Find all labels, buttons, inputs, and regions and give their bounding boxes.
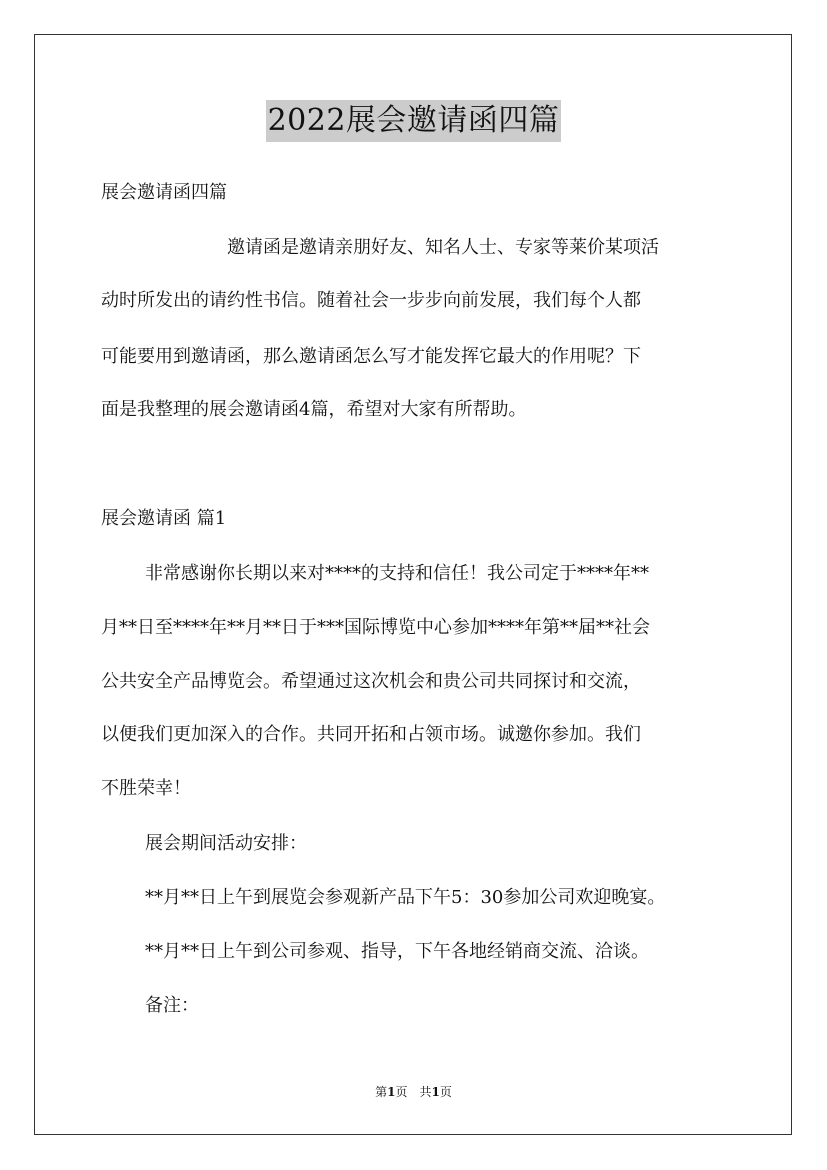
- footer-page-number: 1: [387, 1085, 396, 1099]
- document-title: 2022展会邀请函四篇: [266, 100, 562, 142]
- schedule-item: **月**日上午到公司参观、指导，下午各地经销商交流、洽谈。: [145, 941, 649, 962]
- intro-line: 面是我整理的展会邀请函4篇，希望对大家有所帮助。: [101, 399, 527, 420]
- section-heading: 展会邀请函 篇1: [101, 508, 227, 529]
- body-line: 以便我们更加深入的合作。共同开拓和占领市场。诚邀你参加。我们: [101, 724, 641, 745]
- footer-suffix: 页: [439, 1085, 452, 1099]
- schedule-heading: 展会期间活动安排：: [145, 833, 307, 854]
- footer-page-total: 1: [431, 1085, 440, 1099]
- body-line: 不胜荣幸！: [101, 778, 191, 799]
- body-line: 公共安全产品博览会。希望通过这次机会和贵公司共同探讨和交流，: [101, 671, 641, 692]
- body-line: 月**日至****年**月**日于***国际博览中心参加****年第**届**社会: [101, 617, 650, 638]
- intro-line: 邀请函是邀请亲朋好友、知名人士、专家等莱价某项活: [227, 237, 659, 258]
- intro-line: 可能要用到邀请函，那么邀请函怎么写才能发挥它最大的作用呢？下: [101, 346, 641, 367]
- note-label: 备注：: [145, 995, 199, 1016]
- document-subtitle: 展会邀请函四篇: [101, 182, 227, 203]
- title-container: [0, 100, 827, 142]
- footer-prefix: 第: [375, 1085, 388, 1099]
- body-line: 非常感谢你长期以来对****的支持和信任！我公司定于****年**: [145, 563, 649, 584]
- footer-middle: 页 共: [395, 1085, 432, 1099]
- intro-line: 动时所发出的请约性书信。随着社会一步步向前发展，我们每个人都: [101, 290, 641, 311]
- page-footer: [0, 1084, 827, 1100]
- schedule-item: **月**日上午到展览会参观新产品下午5：30参加公司欢迎晚宴。: [145, 887, 666, 908]
